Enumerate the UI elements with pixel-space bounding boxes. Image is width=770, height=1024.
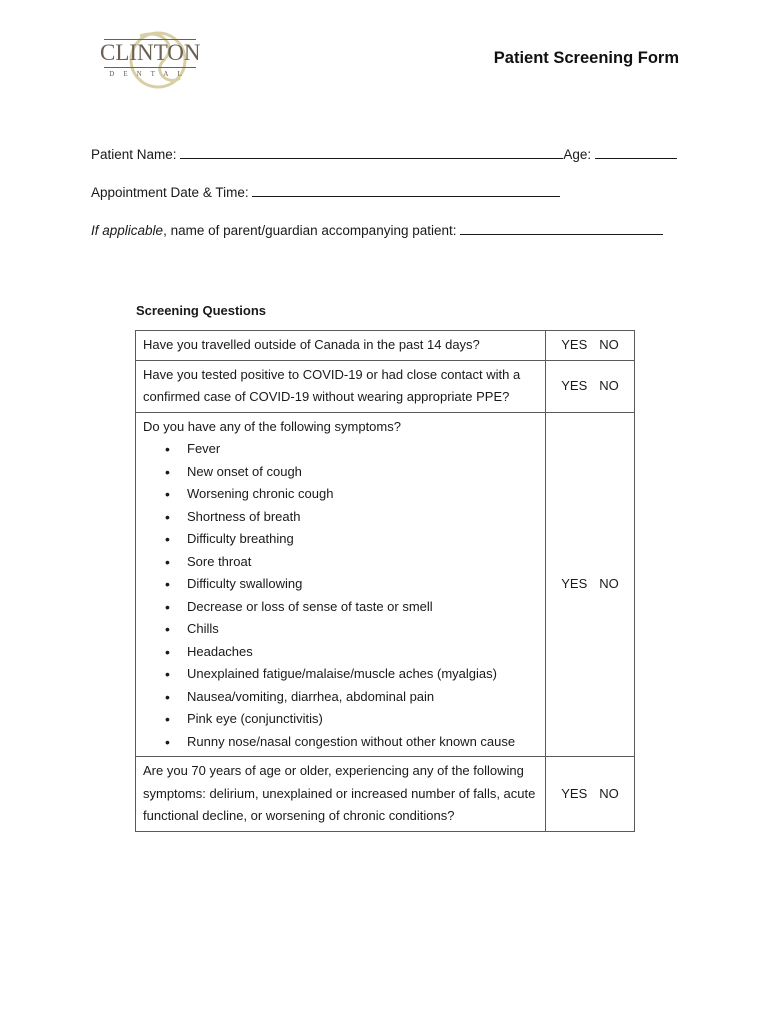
question-age-70: Are you 70 years of age or older, experiencing any of the following symptoms: delirium, unexplained or increased number of falls, acute functional decline, or worsening of chronic conditions? — [136, 757, 546, 832]
symptoms-question-text: Do you have any of the following symptoms? — [143, 418, 401, 434]
logo-name: CLINTON — [100, 40, 201, 65]
list-item: • Headaches — [187, 641, 538, 664]
list-item: • Shortness of breath — [187, 506, 538, 529]
answer-cell — [546, 360, 635, 412]
list-item: • Difficulty swallowing — [187, 573, 538, 596]
list-item: • New onset of cough — [187, 461, 538, 484]
answer-cell — [546, 412, 635, 757]
list-item: • Runny nose/nasal congestion without other known cause — [187, 731, 538, 754]
logo-rule-middle — [104, 67, 196, 68]
no-option[interactable]: NO — [599, 337, 619, 352]
age-label: Age: — [563, 147, 592, 162]
guardian-label: , name of parent/guardian accompanying patient: — [163, 223, 457, 238]
yes-option[interactable]: YES — [561, 377, 588, 393]
list-item: • Difficulty breathing — [187, 528, 538, 551]
table-row — [136, 331, 635, 361]
guardian-field[interactable] — [460, 222, 663, 235]
appointment-row — [91, 184, 560, 200]
no-option[interactable]: NO — [599, 576, 619, 591]
yes-option[interactable]: YES — [561, 576, 588, 591]
guardian-italic-label: If applicable — [91, 223, 164, 238]
age-field[interactable] — [595, 146, 677, 159]
list-item: • Worsening chronic cough — [187, 483, 538, 506]
question-covid-contact: Have you tested positive to COVID-19 or had close contact with a confirmed case of COVID-19 without wearing appropriate PPE? — [136, 360, 546, 412]
list-item: • Fever — [187, 438, 538, 461]
logo-subtitle: DENTAL — [109, 70, 191, 78]
patient-name-row — [91, 146, 677, 162]
screening-table — [135, 330, 635, 832]
table-row — [136, 757, 635, 832]
form-title: Patient Screening Form — [493, 49, 679, 67]
yes-option[interactable]: YES — [561, 337, 588, 352]
list-item: • Pink eye (conjunctivitis) — [187, 708, 538, 731]
screening-heading: Screening Questions — [136, 303, 267, 318]
no-option[interactable]: NO — [599, 377, 619, 393]
appointment-field[interactable] — [252, 184, 560, 197]
list-item: • Decrease or loss of sense of taste or smell — [187, 596, 538, 619]
question-symptoms — [136, 412, 546, 757]
table-row — [136, 360, 635, 412]
clinton-dental-logo — [100, 26, 205, 92]
table-row — [136, 412, 635, 757]
answer-cell — [546, 757, 635, 832]
guardian-row — [91, 222, 663, 238]
list-item: • Unexplained fatigue/malaise/muscle aches (myalgias) — [187, 663, 538, 686]
yes-option[interactable]: YES — [561, 785, 588, 801]
question-travel: Have you travelled outside of Canada in the past 14 days? — [136, 331, 546, 361]
no-option[interactable]: NO — [599, 785, 619, 801]
list-item: • Nausea/vomiting, diarrhea, abdominal pain — [187, 686, 538, 709]
patient-name-field[interactable] — [180, 146, 563, 159]
list-item: • Sore throat — [187, 551, 538, 574]
patient-name-label: Patient Name: — [91, 147, 177, 162]
symptom-list — [143, 438, 538, 753]
appointment-label: Appointment Date & Time: — [91, 185, 249, 200]
answer-cell — [546, 331, 635, 361]
list-item: • Chills — [187, 618, 538, 641]
